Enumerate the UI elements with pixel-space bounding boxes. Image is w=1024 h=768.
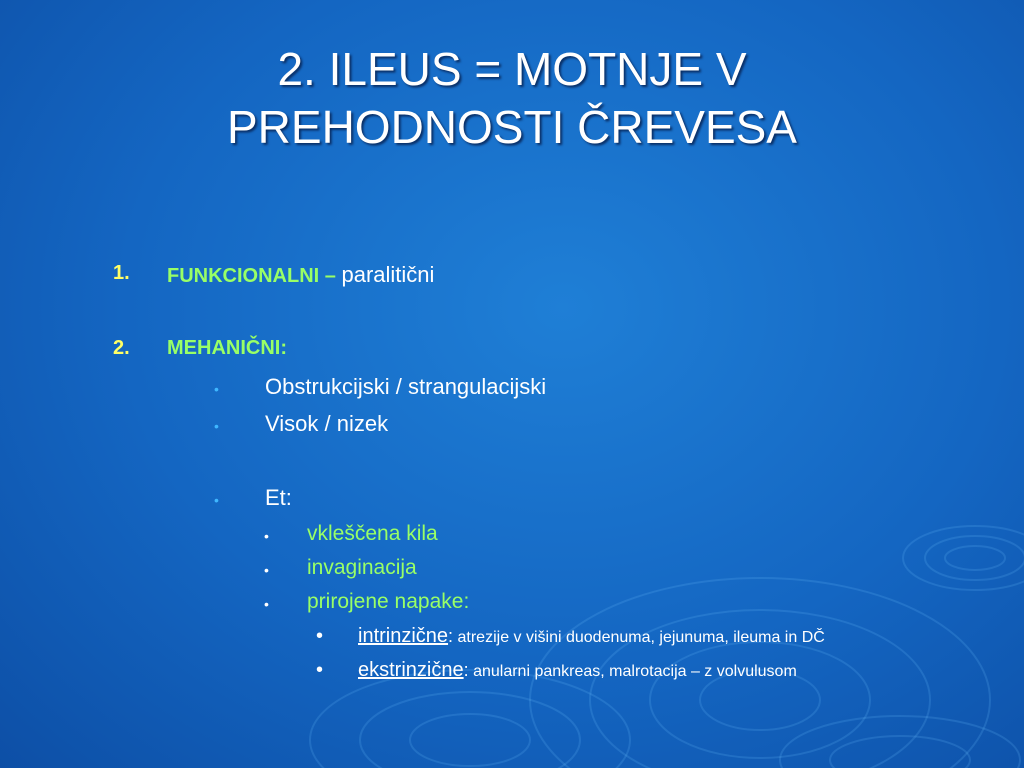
- defect-extrinsic-term: ekstrinzične: [358, 659, 464, 681]
- bullet-icon: •: [316, 659, 324, 681]
- title-line-2: PREHODNOSTI ČREVESA: [227, 101, 797, 153]
- defect-intrinsic: [358, 625, 825, 648]
- bullet-icon: •: [214, 492, 219, 508]
- item-1-heading: FUNKCIONALNI: [167, 265, 320, 287]
- defect-extrinsic-colon: :: [463, 660, 469, 680]
- item-1-line: [167, 262, 434, 288]
- item-1-rest: paralitični: [341, 262, 435, 287]
- mechanical-bullet-2: Visok / nizek: [265, 411, 389, 436]
- title-line-1: 2. ILEUS = MOTNJE V: [277, 43, 747, 95]
- et-label: Et:: [265, 485, 292, 510]
- item-1-number: 1.: [113, 262, 130, 284]
- item-2-heading: MEHANIČNI:: [167, 337, 287, 359]
- dot-icon: •: [264, 528, 269, 544]
- bullet-icon: •: [316, 625, 324, 647]
- dot-icon: •: [264, 562, 269, 578]
- defect-intrinsic-colon: :: [448, 626, 454, 646]
- bullet-icon: •: [214, 418, 219, 434]
- et-item-3: prirojene napake:: [307, 590, 470, 613]
- defect-extrinsic: [358, 659, 797, 682]
- slide-title: [0, 40, 1024, 156]
- bullet-icon: •: [214, 381, 219, 397]
- defect-intrinsic-term: intrinzične: [358, 625, 449, 647]
- mechanical-bullet-1: Obstrukcijski / strangulacijski: [265, 374, 547, 399]
- item-2-number: 2.: [113, 337, 130, 359]
- defect-intrinsic-desc: atrezije v višini duodenuma, jejunuma, ileuma in DČ: [453, 629, 825, 646]
- et-item-2: invaginacija: [307, 556, 417, 579]
- defect-extrinsic-desc: anularni pankreas, malrotacija – z volvulusom: [468, 663, 797, 680]
- item-1-dash: –: [319, 265, 342, 287]
- et-item-1: vkleščena kila: [307, 522, 438, 545]
- dot-icon: •: [264, 596, 269, 612]
